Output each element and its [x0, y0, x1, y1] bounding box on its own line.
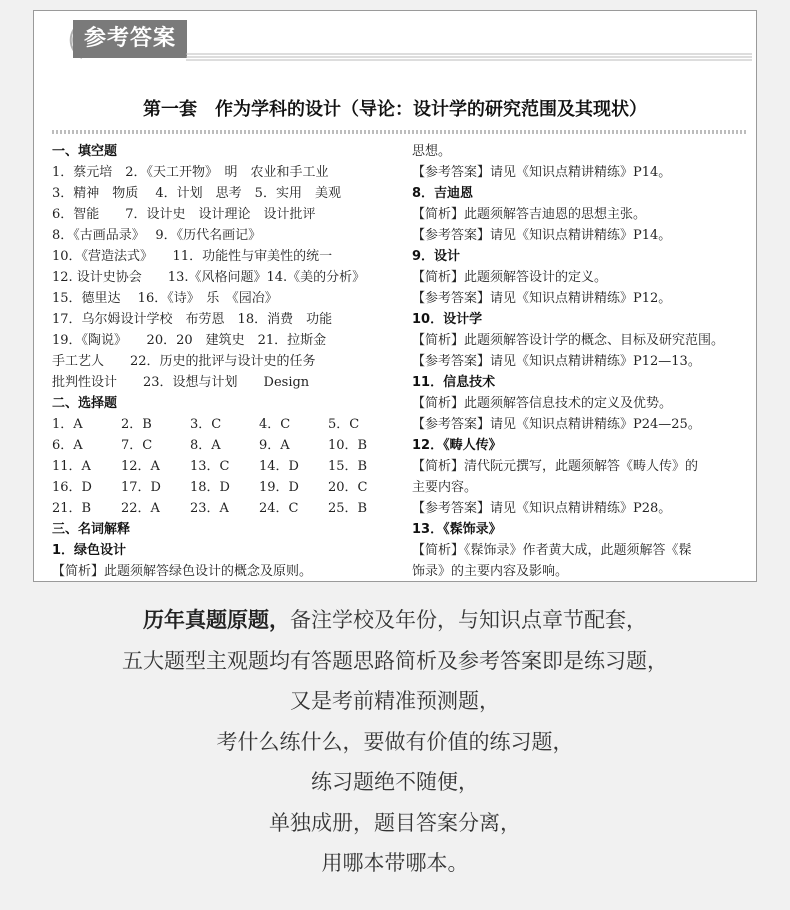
answer-line: 3．精神 物质 4．计划 思考 5．实用 美观 — [52, 186, 341, 201]
promo-line: 练习题绝不随便， — [311, 770, 479, 794]
answer-page — [33, 10, 757, 582]
term-brief: 【简析】清代阮元撰写，此题须解答《畴人传》的 — [412, 459, 699, 474]
term-brief: 【简析】《髹饰录》作者黄大成，此题须解答《髹 — [412, 543, 692, 558]
answer-line: 15．德里达 16．《诗》 乐 《园冶》 — [52, 291, 278, 306]
reference-answer: 【参考答案】请见《知识点精讲精练》P24—25。 — [412, 417, 701, 432]
promo-line-rest: 备注学校及年份，与知识点章节配套， — [290, 608, 647, 632]
choice-answer: 25．B — [328, 501, 368, 516]
term-brief: 【简析】此题须解答信息技术的定义及优势。 — [412, 396, 673, 411]
choice-row — [52, 498, 397, 519]
left-column — [52, 141, 397, 582]
term-heading: 9．设计 — [412, 249, 461, 264]
choice-answer: 5．C — [328, 417, 360, 432]
choice-answer: 21．B — [52, 501, 92, 516]
choice-answer: 8．A — [190, 438, 221, 453]
answer-line: 1．蔡元培 2．《天工开物》 明 农业和手工业 — [52, 165, 329, 180]
term-heading: 13．《髹饰录》 — [412, 522, 502, 537]
reference-answer: 【参考答案】请见《知识点精讲精练》P12。 — [412, 291, 672, 306]
choice-answer: 6．A — [52, 438, 83, 453]
choice-answers — [52, 414, 397, 519]
choice-answer: 23．A — [190, 501, 229, 516]
continued-text: 思想。 — [412, 144, 452, 159]
choice-row — [52, 414, 397, 435]
answer-line: 10．《营造法式》 11．功能性与审美性的统一 — [52, 249, 333, 264]
term-heading: 10．设计学 — [412, 312, 483, 327]
choice-answer: 1．A — [52, 417, 83, 432]
reference-answer: 【参考答案】请见《知识点精讲精练》P12—13。 — [412, 354, 701, 369]
answer-line: 手工艺人 22．历史的批评与设计史的任务 — [52, 354, 316, 369]
answer-line: 12. 设计史协会 13.《风格问题》14.《美的分析》 — [52, 270, 366, 285]
reference-answer: 【参考答案】请见《知识点精讲精练》P14。 — [412, 228, 672, 243]
choice-answer: 15．B — [328, 459, 368, 474]
reference-answer: 【参考答案】请见《知识点精讲精练》P28。 — [412, 501, 672, 516]
answer-line: 19．《陶说》 20．20 建筑史 21．拉斯金 — [52, 333, 327, 348]
reference-answer: 【参考答案】请见《知识点精讲精练》P14。 — [412, 165, 672, 180]
term-brief: 【简析】此题须解答设计的定义。 — [412, 270, 608, 285]
term-heading: 8．吉迪恩 — [412, 186, 474, 201]
choice-answer: 4．C — [259, 417, 291, 432]
choice-answer: 3．C — [190, 417, 222, 432]
choice-row — [52, 456, 397, 477]
choice-answer: 18．D — [190, 480, 230, 495]
continued-text: 饰录》的主要内容及影响。 — [412, 564, 569, 579]
term-heading: 1．绿色设计 — [52, 543, 127, 558]
section-heading: 一、填空题 — [52, 144, 118, 159]
header-rule — [186, 52, 752, 62]
choice-answer: 7．C — [121, 438, 153, 453]
answer-line: 6．智能 7．设计史 设计理论 设计批评 — [52, 207, 316, 222]
term-brief: 【简析】此题须解答绿色设计的概念及原则。 — [52, 564, 313, 579]
promo-line: 考什么练什么，要做有价值的练习题， — [216, 729, 574, 754]
choice-answer: 16．D — [52, 480, 92, 495]
term-brief: 【简析】此题须解答设计学的概念、目标及研究范围。 — [412, 333, 725, 348]
term-heading: 11．信息技术 — [412, 375, 496, 390]
promo-line: 五大题型主观题均有答题思路简析及参考答案即是练习题， — [122, 648, 668, 673]
choice-row — [52, 435, 397, 456]
promo-line: 用哪本带哪本。 — [321, 851, 469, 875]
choice-answer: 10．B — [328, 438, 368, 453]
choice-answer: 12．A — [121, 459, 160, 474]
fill-in-answers — [52, 162, 397, 393]
title-divider — [52, 130, 748, 134]
choice-row — [52, 477, 397, 498]
choice-answer: 2．B — [121, 417, 152, 432]
answer-line: 17．乌尔姆设计学校 布劳恩 18．消费 功能 — [52, 312, 333, 327]
choice-answer: 11．A — [52, 459, 91, 474]
choice-answer: 9．A — [259, 438, 290, 453]
choice-answer: 24．C — [259, 501, 299, 516]
term-heading: 12．《畴人传》 — [412, 438, 502, 453]
choice-answer: 22．A — [121, 501, 160, 516]
choice-answer: 17．D — [121, 480, 161, 495]
continued-text: 主要内容。 — [412, 480, 478, 495]
choice-answer: 20．C — [328, 480, 368, 495]
term-brief: 【简析】此题须解答吉迪恩的思想主张。 — [412, 207, 647, 222]
promo-text — [0, 600, 790, 884]
promo-line: 又是考前精准预测题， — [290, 689, 500, 713]
section-heading: 三、名词解释 — [52, 522, 131, 537]
section-label: 参考答案 — [73, 20, 187, 58]
section-heading: 二、选择题 — [52, 396, 118, 411]
choice-answer: 13．C — [190, 459, 230, 474]
promo-highlight: 历年真题原题， — [143, 608, 290, 632]
answer-line: 8．《古画品录》 9．《历代名画记》 — [52, 228, 262, 243]
choice-answer: 19．D — [259, 480, 299, 495]
promo-line: 单独成册，题目答案分离， — [269, 810, 521, 835]
page-title: 第一套 作为学科的设计（导论：设计学的研究范围及其现状） — [143, 99, 647, 120]
answer-line: 批判性设计 23．设想与计划 Design — [52, 375, 310, 390]
choice-answer: 14．D — [259, 459, 299, 474]
right-column — [412, 141, 752, 582]
promo-line — [0, 600, 790, 641]
